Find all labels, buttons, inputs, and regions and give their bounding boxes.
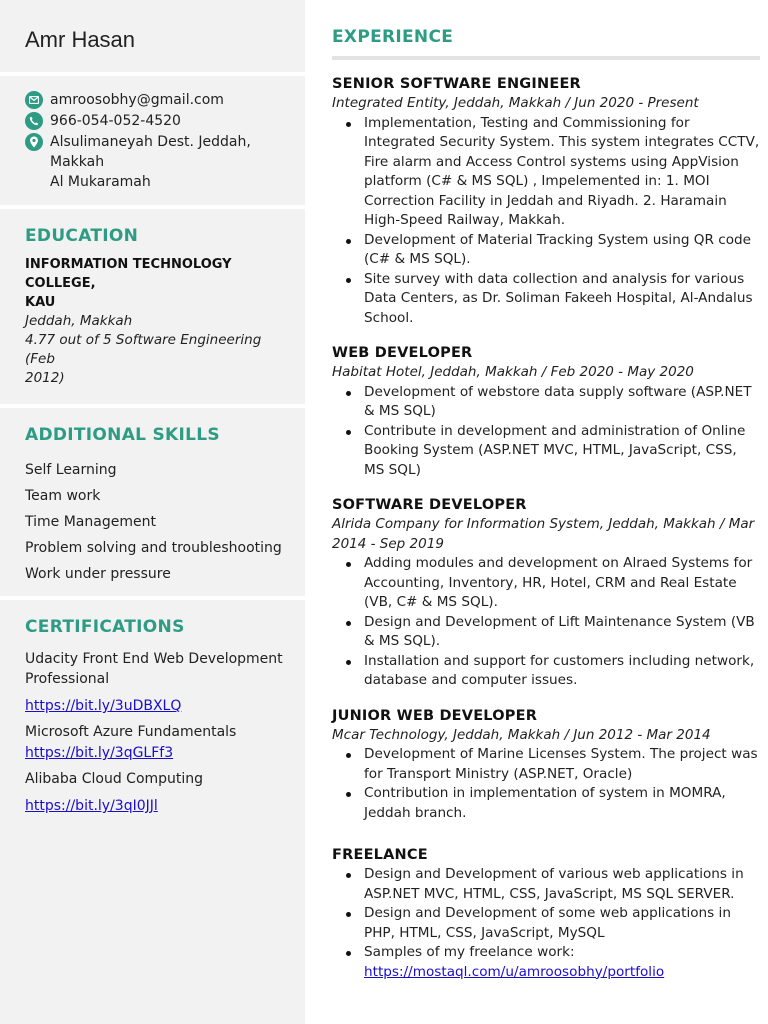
job-title: WEB DEVELOPER — [332, 345, 473, 361]
job-bullets — [332, 114, 760, 329]
job-subtitle: Alrida Company for Information System, Jeddah, Makkah / Mar 2014 - Sep 2019 — [332, 516, 755, 552]
contact-email[interactable]: amroosobhy@gmail.com — [50, 92, 224, 108]
education-school — [25, 255, 285, 312]
job-entry — [332, 343, 760, 480]
cert-name: Alibaba Cloud Computing — [25, 771, 204, 787]
education-heading: EDUCATION — [25, 226, 139, 246]
contact-address-row — [25, 132, 285, 192]
grade-line-1: 4.77 out of 5 Software Engineering (Feb — [25, 332, 262, 367]
school-line-2: KAU — [25, 295, 56, 310]
job-entry — [332, 74, 760, 328]
certifications-heading: CERTIFICATIONS — [25, 617, 185, 637]
job-bullet: Development of webstore data supply software (ASP.NET & MS SQL) — [364, 383, 760, 422]
job-bullet-text: Samples of my freelance work: — [364, 944, 575, 960]
skill-item: Self Learning — [25, 462, 117, 478]
grade-line-2: 2012) — [25, 370, 65, 386]
education-grade — [25, 331, 285, 388]
portfolio-link[interactable]: https://mostaql.com/u/amroosobhy/portfolio — [364, 963, 665, 980]
cert-name-line: Professional — [25, 671, 110, 687]
cert-link[interactable]: https://bit.ly/3qGLFf3 — [25, 745, 174, 761]
job-bullets — [332, 745, 760, 823]
cert-name-line: Udacity Front End Web Development — [25, 651, 283, 667]
job-bullet: Contribution in implementation of system in MOMRA, Jeddah branch. — [364, 784, 760, 823]
skills-section — [0, 408, 305, 596]
job-title: FREELANCE — [332, 847, 428, 863]
job-entry — [332, 845, 760, 982]
cert-name: Microsoft Azure Fundamentals — [25, 724, 237, 740]
job-title: SOFTWARE DEVELOPER — [332, 497, 527, 513]
cert-name — [25, 649, 285, 689]
contact-phone: 966-054-052-4520 — [50, 113, 181, 129]
skill-item: Team work — [25, 488, 101, 504]
job-bullet: Design and Development of Lift Maintenance System (VB & MS SQL). — [364, 613, 760, 652]
candidate-name: Amr Hasan — [0, 0, 305, 72]
cert-link[interactable]: https://bit.ly/3uDBXLQ — [25, 698, 182, 714]
job-bullets — [332, 865, 760, 982]
job-subtitle: Habitat Hotel, Jeddah, Makkah / Feb 2020 - May 2020 — [332, 364, 694, 380]
job-bullet: Implementation, Testing and Commissioning for Integrated Security System. This system integrates CCTV, Fire alarm and Access Control systems using AppVision platform (C# & MS SQL) , Impelemented in: 1. MOI Correction Facility in Jeddah and Riyadh. 2. Haramain High-Speed Railway, Makkah. — [364, 114, 760, 231]
skill-item: Work under pressure — [25, 566, 171, 582]
job-subtitle: Mcar Technology, Jeddah, Makkah / Jun 2012 - Mar 2014 — [332, 726, 711, 743]
address-line-2: Al Mukaramah — [50, 174, 151, 190]
school-line-1: INFORMATION TECHNOLOGY COLLEGE, — [25, 257, 232, 291]
address-line-1: Alsulimaneyah Dest. Jeddah, Makkah — [50, 134, 251, 170]
contact-address — [50, 132, 285, 192]
skill-item: Problem solving and troubleshooting — [25, 540, 282, 556]
contact-email-row — [25, 90, 285, 110]
job-entry — [332, 706, 760, 824]
sidebar — [0, 0, 305, 1024]
main-content — [332, 0, 760, 997]
job-bullet: Design and Development of some web applications in PHP, HTML, CSS, JavaScript, MySQL — [364, 904, 760, 943]
job-title: SENIOR SOFTWARE ENGINEER — [332, 76, 581, 92]
certifications-section — [0, 600, 305, 816]
phone-icon — [25, 112, 43, 130]
location-pin-icon — [25, 133, 43, 151]
job-bullet — [364, 943, 760, 982]
education-section — [0, 209, 305, 404]
job-bullet: Site survey with data collection and analysis for various Data Centers, as Dr. Soliman Fakeeh Hospital, Al-Andalus School. — [364, 270, 760, 329]
experience-heading: EXPERIENCE — [332, 0, 760, 60]
job-entry — [332, 495, 760, 691]
job-bullet: Development of Marine Licenses System. The project was for Transport Ministry (ASP.NET, Oracle) — [364, 745, 760, 784]
job-bullets — [332, 554, 760, 691]
job-bullet: Development of Material Tracking System using QR code (C# & MS SQL). — [364, 231, 760, 270]
job-title: JUNIOR WEB DEVELOPER — [332, 707, 538, 724]
mail-icon — [25, 91, 43, 109]
cert-link[interactable]: https://bit.ly/3qI0JJl — [25, 798, 158, 814]
job-bullets — [332, 383, 760, 481]
job-bullet: Adding modules and development on Alraed Systems for Accounting, Inventory, HR, Hotel, CRM and Real Estate (VB, C# & MS SQL). — [364, 554, 760, 613]
job-subtitle: Integrated Entity, Jeddah, Makkah / Jun 2020 - Present — [332, 95, 699, 111]
education-location: Jeddah, Makkah — [25, 313, 133, 329]
contact-phone-row — [25, 111, 285, 131]
skill-item: Time Management — [25, 514, 156, 530]
job-bullet: Design and Development of various web applications in ASP.NET MVC, HTML, CSS, JavaScript, MS SQL SERVER. — [364, 865, 760, 904]
job-bullet: Installation and support for customers including network, database and computer issues. — [364, 652, 760, 691]
contact-section — [0, 76, 305, 205]
job-bullet: Contribute in development and administration of Online Booking System (ASP.NET MVC, HTML, JavaScript, CSS, MS SQL) — [364, 422, 760, 481]
skills-heading: ADDITIONAL SKILLS — [25, 425, 220, 445]
